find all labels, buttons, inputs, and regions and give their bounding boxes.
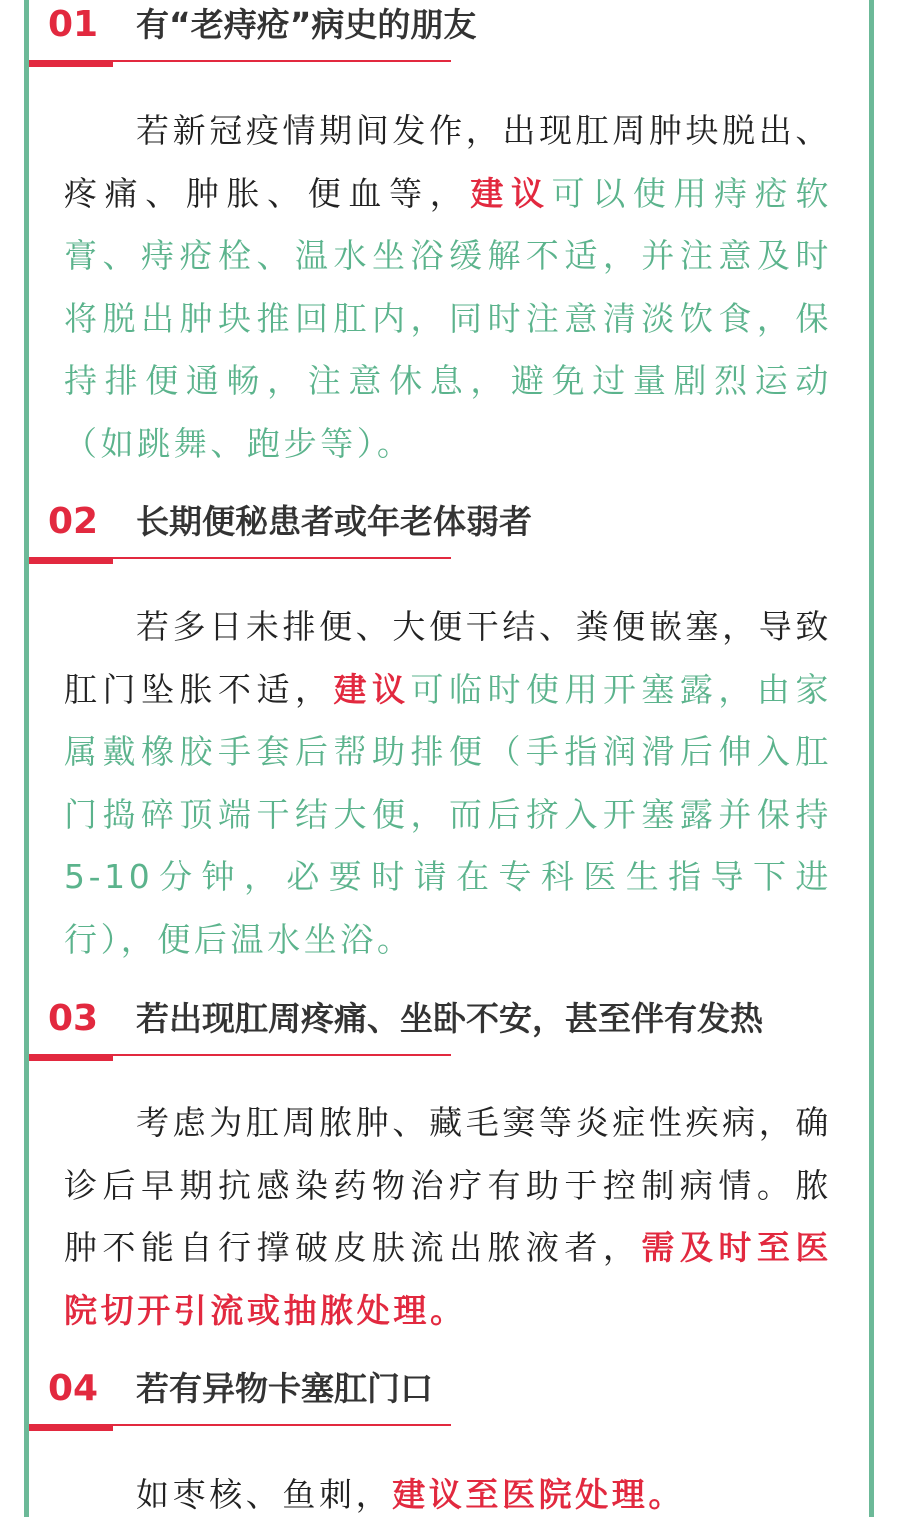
- section-number: 02: [48, 501, 99, 542]
- paragraph-text: 考虑为肛周脓肿、藏毛窦等炎症性疾病，确诊后早期抗感染药物治疗有助于控制病情。脓肿不能自行撑破皮肤流出脓液者，: [64, 1103, 832, 1267]
- section-title: 若有异物卡塞肛门口: [136, 1369, 433, 1408]
- section-paragraph: [64, 1464, 832, 1527]
- section-number: 04: [48, 1368, 99, 1409]
- title-underline: [113, 1424, 451, 1426]
- title-underline: [113, 1054, 451, 1056]
- title-underline-accent: [29, 557, 113, 564]
- section-04: [0, 1367, 900, 1514]
- section-number: 03: [48, 998, 99, 1039]
- section-header: [0, 500, 900, 570]
- section-title: 有“老痔疮”病史的朋友: [136, 5, 477, 44]
- section-03: [0, 997, 900, 1330]
- section-header: [0, 1367, 900, 1437]
- title-underline: [113, 557, 451, 559]
- section-paragraph: [64, 1092, 832, 1342]
- advice-highlight: 需及时至医院切开引流或抽脓处理。: [64, 1228, 833, 1330]
- title-underline-accent: [29, 1424, 113, 1431]
- paragraph-text: 若多日未排便、大便干结、粪便嵌塞，导致肛门坠胀不适，: [64, 607, 832, 709]
- advice-highlight: 建议: [333, 669, 411, 709]
- section-02: [0, 500, 900, 959]
- advice-text: 可临时使用开塞露，由家属戴橡胶手套后帮助排便（手指润滑后伸入肛门捣碎顶端干结大便，而后挤入开塞露并保持5-10分钟，必要时请在专科医生指导下进行），便后温水坐浴。: [64, 669, 833, 959]
- right-border: [869, 0, 874, 1517]
- section-title: 若出现肛周疼痛、坐卧不安，甚至伴有发热: [136, 999, 763, 1038]
- left-border: [24, 0, 29, 1517]
- title-underline: [113, 60, 451, 62]
- section-01: [0, 3, 900, 463]
- section-header: [0, 997, 900, 1067]
- paragraph-text: 如枣核、鱼刺，: [136, 1475, 393, 1514]
- section-paragraph: [64, 596, 832, 971]
- title-underline-accent: [29, 1054, 113, 1061]
- title-underline-accent: [29, 60, 113, 67]
- advice-text: 可以使用痔疮软膏、痔疮栓、温水坐浴缓解不适，并注意及时将脱出肿块推回肛内，同时注意清淡饮食，保持排便通畅，注意休息，避免过量剧烈运动（如跳舞、跑步等）。: [64, 173, 833, 463]
- section-paragraph: [64, 100, 832, 475]
- section-title: 长期便秘患者或年老体弱者: [136, 502, 532, 541]
- advice-highlight: 建议至医院处理。: [392, 1475, 686, 1514]
- section-header: [0, 3, 900, 73]
- paragraph-text: 若新冠疫情期间发作，出现肛周肿块脱出、疼痛、肿胀、便血等，: [64, 111, 832, 213]
- section-number: 01: [48, 4, 99, 45]
- advice-highlight: 建议: [470, 173, 552, 213]
